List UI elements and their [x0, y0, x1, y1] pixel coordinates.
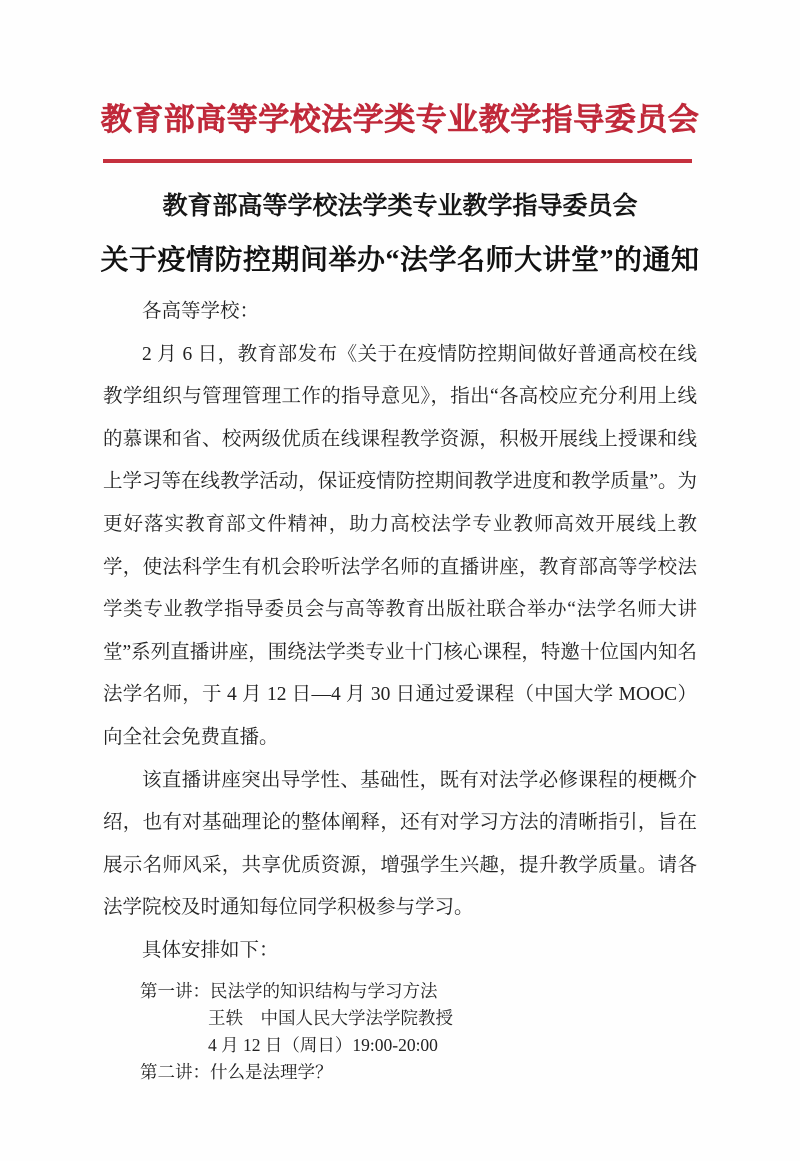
organization-subtitle: 教育部高等学校法学类专业教学指导委员会: [162, 193, 638, 220]
schedule-row-lecture-2: [140, 1059, 697, 1086]
body-paragraph-1: 2 月 6 日，教育部发布《关于在疫情防控期间做好普通高校在线教学组织与管理管理工作的指导意见》，指出“各高校应充分利用上线的慕课和省、校两级优质在线课程教学资源，积极开展线上授课和线上学习等在线教学活动，保证疫情防控期间教学进度和教学质量”。为更好落实教育部文件精神，助力高校法学专业教师高效开展线上教学，使法科学生有机会聆听法学名师的直播讲座，教育部高等学校法学类专业教学指导委员会与高等教育出版社联合举办“法学名师大讲堂”系列直播讲座，围绕法学类专业十门核心课程，特邀十位国内知名法学名师，于 4 月 12 日—4 月 30 日通过爱课程（中国大学 MOOC）向全社会免费直播。: [103, 343, 697, 748]
lecture-1-topic: 民法学的知识结构与学习方法: [210, 980, 438, 1001]
schedule-intro-line: 具体安排如下：: [142, 939, 279, 961]
lecture-1-label: 第一讲：: [140, 980, 210, 1001]
letterhead-title: 教育部高等学校法学类专业教学指导委员会: [100, 102, 700, 137]
lecture-2-topic: 什么是法理学？: [210, 1061, 333, 1082]
lecture-1-time: 4 月 12 日（周日）19:00-20:00: [208, 1034, 438, 1055]
notice-body: [103, 291, 697, 973]
letterhead-divider-rule: [103, 159, 692, 163]
schedule-row-speaker: [140, 1005, 697, 1032]
lecture-2-label: 第二讲：: [140, 1061, 210, 1082]
schedule-row-time: [140, 1032, 697, 1059]
lecture-schedule-list: [140, 978, 697, 1086]
schedule-row-lecture-1: [140, 978, 697, 1005]
salutation-line: 各高等学校：: [142, 301, 260, 322]
notice-title: 关于疫情防控期间举办“法学名师大讲堂”的通知: [100, 245, 700, 276]
body-paragraph-2: 该直播讲座突出导学性、基础性，既有对法学必修课程的梗概介绍，也有对基础理论的整体阐释，还有对学习方法的清晰指引，旨在展示名师风采，共享优质资源，增强学生兴趣，提升教学质量。请各法学院校及时通知每位同学积极参与学习。: [103, 769, 697, 919]
lecture-1-speaker: 王轶 中国人民大学法学院教授: [208, 1007, 453, 1028]
